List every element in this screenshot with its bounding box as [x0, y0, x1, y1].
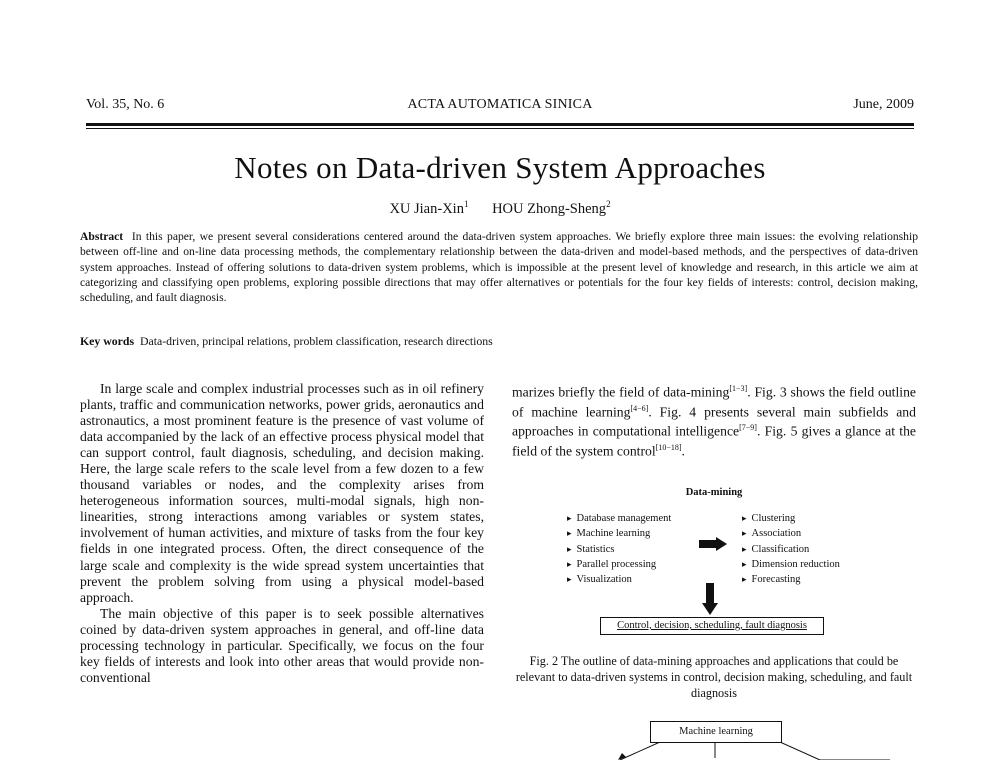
journal-name: ACTA AUTOMATICA SINICA [407, 97, 593, 112]
body-column-left [80, 381, 484, 686]
figure-2-application-box [600, 617, 824, 635]
list-item: ▸ Classification [742, 542, 840, 557]
author [492, 201, 610, 217]
body-text: . Fig. 3 shows the field outline of machine learning [512, 384, 916, 420]
header-rule-thick [86, 123, 914, 126]
body-text: . [681, 443, 685, 459]
list-item: ▸ Dimension reduction [742, 557, 840, 572]
figure-3-root-box: Machine learning [650, 721, 782, 743]
figure-2-title: Data-mining [685, 487, 743, 498]
issue-date: June, 2009 [853, 97, 914, 112]
figure-2-box-label: Control, decision, scheduling, fault diagnosis [617, 620, 807, 631]
author-name: XU Jian-Xin [389, 200, 464, 217]
author-affiliation-mark: 2 [606, 199, 611, 209]
figure-2-task-list [742, 511, 840, 587]
body-text: . Fig. 5 gives a glance at the field of the system control [512, 423, 916, 459]
body-paragraph: The main objective of this paper is to seek possible alternatives coined by data-driven system approaches in general, and off-line data processing technology in particular. Specifically, we focus on the four key fields of interests and look into other areas that would provide non-conventional [80, 605, 484, 685]
list-item: ▸ Parallel processing [567, 557, 671, 572]
body-text: . Fig. 4 presents several main subfields and approaches in computational intelligence [512, 404, 916, 439]
figure-2 [512, 487, 916, 637]
volume-issue: Vol. 35, No. 6 [86, 97, 165, 112]
list-item: ▸ Forecasting [742, 572, 840, 587]
list-item: ▸ Statistics [567, 542, 671, 557]
abstract-text: In this paper, we present several considerations centered around the data-driven system approaches. We briefly explore three main issues: the evolving relationship between off-line and on-line data processing methods, the complementary relationship between the data-driven and model-based methods, and the perspectives of data-driven system approaches. Instead of offering solutions to data-driven system problems, which is impossible at the present level of knowledge and research, in this article we aim at categorizing and classifying open problems, exploring possible directions that may offer alternatives or potentials for the four key fields of interests: control, decision making, scheduling, and fault diagnosis. [80, 230, 918, 305]
body-paragraph: In large scale and complex industrial processes such as in oil refinery plants, traffic and communication networks, power grids, aeronautics and astronautics, a most prominent feature is the presence of vast volume of data accompanied by the lack of an effective process physical model that can support control, fault diagnosis, scheduling, and decision making. Here, the large scale refers to the scale level from a few dozen to a few thousand variables or nodes, and the complexity arises from heterogeneous information sources, multi-modal signals, high non-linearities, strong interactions among variables or system states, involvement of human activities, and mixture of tasks from the four key fields in one integrated process. Often, the direct consequence of the large scale and complexity is the wide spread system uncertainties that prevent the problem solving from using a physical model-based approach. [80, 381, 484, 605]
author [389, 201, 468, 217]
keywords-text: Data-driven, principal relations, problem classification, research directions [139, 334, 493, 348]
figure-3-connector-lines [560, 742, 900, 760]
abstract-label: Abstract [80, 230, 124, 243]
keywords-label: Key words [80, 334, 135, 348]
arrow-right-icon [699, 537, 727, 551]
figure-2-caption: Fig. 2 The outline of data-mining approaches and applications that could be relevant to data-driven systems in control, decision making, scheduling, and fault diagnosis [515, 654, 913, 700]
header-rule-thin [86, 128, 914, 129]
list-item: ▸ Machine learning [567, 526, 671, 541]
paper-title: Notes on Data-driven System Approaches [234, 150, 766, 185]
list-item: ▸ Visualization [567, 572, 671, 587]
citation: [10−18] [655, 442, 682, 452]
arrow-down-icon [702, 583, 718, 615]
list-item: ▸ Association [742, 526, 840, 541]
citation: [4−6] [630, 403, 649, 413]
author-list [0, 199, 1000, 218]
keywords [80, 334, 918, 349]
citation: [7−9] [739, 423, 757, 433]
author-name: HOU Zhong-Sheng [492, 200, 607, 217]
body-column-right [512, 381, 916, 459]
list-item: ▸ Clustering [742, 511, 840, 526]
running-header [86, 97, 914, 119]
body-text: marizes briefly the field of data-mining [512, 384, 730, 400]
abstract [80, 229, 918, 305]
author-affiliation-mark: 1 [463, 199, 469, 209]
figure-2-source-list [567, 511, 671, 587]
citation: [1−3] [729, 384, 748, 393]
list-item: ▸ Database management [567, 511, 671, 526]
